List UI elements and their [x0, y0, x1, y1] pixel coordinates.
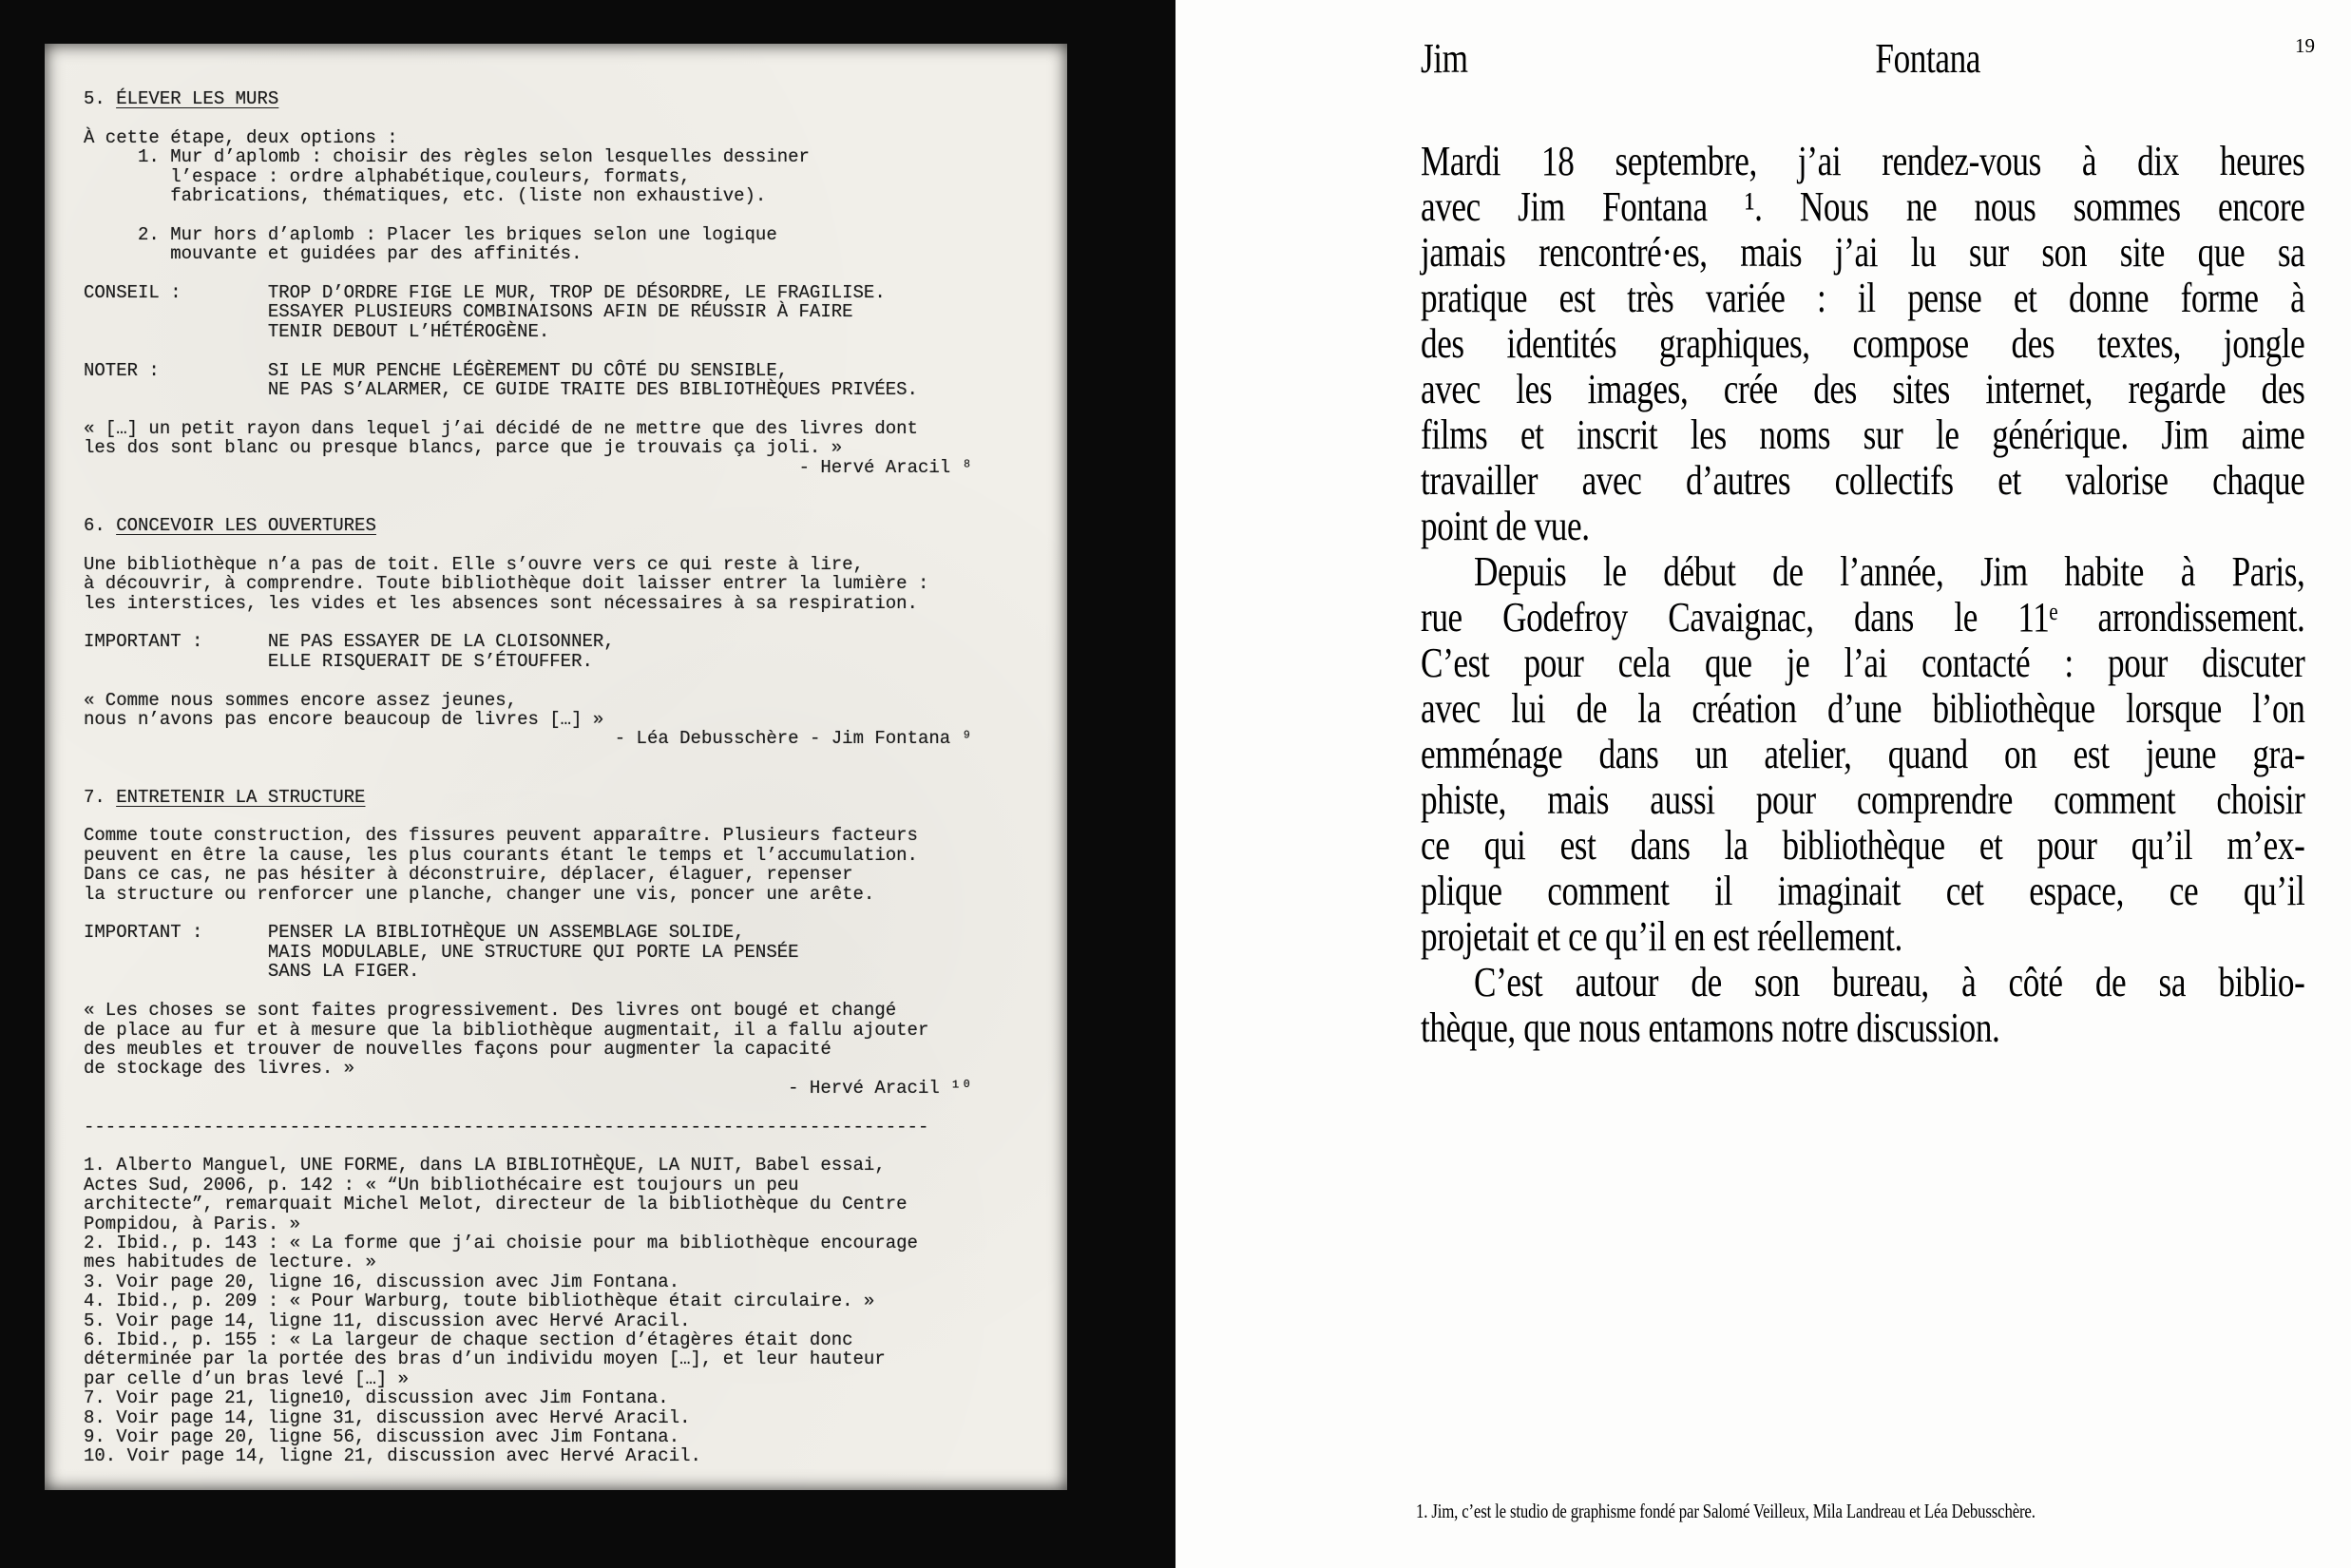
typed-line: ------------------------------------------------------------------------------ — [84, 1116, 929, 1138]
running-header — [1421, 34, 2304, 91]
body-line: jamais rencontré·es, mais j’ai lu sur son site que sa — [1421, 229, 2305, 276]
typed-line: ESSAYER PLUSIEURS COMBINAISONS AFIN DE RÉUSSIR À FAIRE — [84, 301, 853, 323]
typed-line — [84, 535, 1041, 554]
typed-line: Une bibliothèque n’a pas de toit. Elle s’ouvre vers ce qui reste à lire, — [84, 553, 864, 575]
typed-line — [84, 1098, 1041, 1117]
running-header-first-name: Jim — [1421, 35, 1468, 82]
typed-line — [84, 1137, 1041, 1156]
typed-line: « […] un petit rayon dans lequel j’ai décidé de ne mettre que des livres dont — [84, 417, 918, 439]
body-line: pratique est très variée : il pense et donne forme à — [1421, 275, 2305, 321]
typed-line: Comme toute construction, des fissures peuvent apparaître. Plusieurs facteurs — [84, 825, 918, 847]
body-line: C’est pour cela que je l’ai contacté : pour discuter — [1421, 640, 2305, 686]
typed-line: 7. Voir page 21, ligne10, discussion avec Jim Fontana. — [84, 1387, 669, 1409]
typed-line: des meubles et trouver de nouvelles façons pour augmenter la capacité — [84, 1038, 831, 1060]
body-line: C’est autour de son bureau, à côté de sa biblio- — [1474, 959, 2305, 1005]
typed-line: 4. Ibid., p. 209 : « Pour Warburg, toute bibliothèque était circulaire. » — [84, 1291, 875, 1312]
typed-line: déterminée par la portée des bras d’un individu moyen […], et leur hauteur — [84, 1348, 886, 1370]
section-title: ENTRETENIR LA STRUCTURE — [116, 786, 366, 808]
body-line: projetait et ce qu’il en est réellement. — [1421, 913, 1902, 960]
typed-line: à découvrir, à comprendre. Toute bibliothèque doit laisser entrer la lumière : — [84, 573, 929, 595]
typed-line: 2. Mur hors d’aplomb : Placer les briques selon une logique — [84, 223, 777, 245]
typed-line: 3. Voir page 20, ligne 16, discussion avec Jim Fontana. — [84, 1271, 680, 1292]
body-line: phiste, mais aussi pour comprendre comment choisir — [1421, 776, 2305, 823]
section-number: 7. — [84, 786, 117, 808]
body-line: thèque, que nous entamons notre discussion. — [1421, 1004, 2000, 1051]
body-text — [1421, 139, 2304, 1051]
typed-line: 10. Voir page 14, ligne 21, discussion avec Hervé Aracil. — [84, 1445, 701, 1467]
typed-line: les dos sont blanc ou presque blancs, parce que je trouvais ça joli. » — [84, 437, 843, 459]
typed-line: IMPORTANT : NE PAS ESSAYER DE LA CLOISONNER, — [84, 631, 615, 653]
typed-line: 1. Mur d’aplomb : choisir des règles selon lesquelles dessiner — [84, 146, 810, 168]
typed-line: MAIS MODULABLE, UNE STRUCTURE QUI PORTE LA PENSÉE — [84, 941, 799, 963]
typed-line — [84, 613, 1041, 632]
typed-line: À cette étape, deux options : — [84, 126, 398, 148]
quote-attribution: - Hervé Aracil ¹⁰ — [788, 1077, 972, 1099]
typed-line: NOTER : SI LE MUR PENCHE LÉGÈREMENT DU CÔTÉ DU SENSIBLE, — [84, 359, 789, 381]
typed-line — [84, 108, 1041, 127]
typed-line — [84, 807, 1041, 826]
typed-line: NE PAS S’ALARMER, CE GUIDE TRAITE DES BIBLIOTHÈQUES PRIVÉES. — [84, 379, 918, 401]
typed-line: mouvante et guidées par des affinités. — [84, 243, 583, 265]
typed-line: peuvent en être la cause, les plus courants étant le temps et l’accumulation. — [84, 844, 918, 866]
typed-line — [84, 749, 1041, 768]
typed-line — [84, 400, 1041, 419]
typed-line: 5. Voir page 14, ligne 11, discussion avec Hervé Aracil. — [84, 1310, 691, 1331]
body-line: rue Godefroy Cavaignac, dans le 11ᵉ arrondissement. — [1421, 594, 2305, 641]
section-heading — [84, 89, 1041, 108]
typed-line: de stockage des livres. » — [84, 1058, 355, 1080]
body-line: des identités graphiques, compose des textes, jongle — [1421, 320, 2305, 367]
typed-line — [84, 904, 1041, 923]
body-line: plique comment il imaginait cet espace, ce qu’il — [1421, 868, 2305, 914]
typed-line: SANS LA FIGER. — [84, 961, 420, 983]
section-heading — [84, 516, 1041, 535]
typed-line: Dans ce cas, ne pas hésiter à déconstruire, déplacer, élaguer, repenser — [84, 864, 853, 886]
typed-line: 1. Alberto Manguel, UNE FORME, dans LA BIBLIOTHÈQUE, LA NUIT, Babel essai, — [84, 1155, 886, 1176]
typed-line: par celle d’un bras levé […] » — [84, 1367, 410, 1389]
typed-line: IMPORTANT : PENSER LA BIBLIOTHÈQUE UN ASSEMBLAGE SOLIDE, — [84, 922, 745, 944]
body-line: travailler avec d’autres collectifs et valorise chaque — [1421, 457, 2305, 504]
footnote: 1. Jim, c’est le studio de graphisme fondé par Salomé Veilleux, Mila Landreau et Léa Debusschère. — [1416, 1500, 2036, 1522]
body-line: emménage dans un atelier, quand on est jeune gra- — [1421, 731, 2305, 777]
typed-line: mes habitudes de lecture. » — [84, 1252, 376, 1273]
typed-line — [84, 341, 1041, 360]
typed-line: fabrications, thématiques, etc. (liste non exhaustive). — [84, 185, 767, 207]
section-title: CONCEVOIR LES OUVERTURES — [116, 514, 376, 536]
section-number: 5. — [84, 88, 117, 109]
typed-line: « Comme nous sommes encore assez jeunes, — [84, 689, 518, 711]
typed-line — [84, 982, 1041, 1001]
body-line: avec Jim Fontana ¹. Nous ne nous sommes encore — [1421, 183, 2305, 230]
body-line: point de vue. — [1421, 503, 1590, 549]
quote-attribution: - Léa Debusschère - Jim Fontana ⁹ — [614, 728, 972, 750]
body-line: avec lui de la création d’une bibliothèque lorsque l’on — [1421, 685, 2305, 732]
section-number: 6. — [84, 514, 117, 536]
typed-line: architecte”, remarquait Michel Melot, directeur de la bibliothèque du Centre — [84, 1194, 908, 1215]
typed-line: nous n’avons pas encore beaucoup de livres […] » — [84, 709, 604, 730]
typed-line — [84, 205, 1041, 224]
typed-line — [84, 264, 1041, 283]
typed-line: TENIR DEBOUT L’HÉTÉROGÈNE. — [84, 320, 550, 342]
typed-line: de place au fur et à mesure que la bibliothèque augmentait, il a fallu ajouter — [84, 1019, 929, 1041]
section-title: ÉLEVER LES MURS — [116, 88, 279, 109]
running-header-last-name: Fontana — [1875, 35, 1981, 82]
body-line: Depuis le début de l’année, Jim habite à Paris, — [1474, 548, 2305, 595]
page-number: 19 — [2295, 34, 2315, 57]
typed-line: 2. Ibid., p. 143 : « La forme que j’ai choisie pour ma bibliothèque encourage — [84, 1232, 918, 1253]
typed-line: les interstices, les vides et les absences sont nécessaires à sa respiration. — [84, 592, 918, 614]
typed-line: ELLE RISQUERAIT DE S’ÉTOUFFER. — [84, 650, 593, 672]
body-line: avec les images, crée des sites internet, regarde des — [1421, 366, 2305, 412]
typed-line — [84, 768, 1041, 787]
typed-line: la structure ou renforcer une planche, changer une vis, poncer une arête. — [84, 883, 875, 905]
typed-line — [84, 497, 1041, 516]
typed-line — [84, 477, 1041, 496]
typed-line: Actes Sud, 2006, p. 142 : « “Un bibliothécaire est toujours un peu — [84, 1174, 799, 1195]
typewritten-page — [45, 44, 1067, 1490]
section-heading — [84, 788, 1041, 807]
quote-attribution: - Hervé Aracil ⁸ — [798, 456, 972, 478]
body-line: Mardi 18 septembre, j’ai rendez-vous à dix heures — [1421, 138, 2305, 184]
typed-line: l’espace : ordre alphabétique,couleurs, formats, — [84, 165, 691, 187]
body-line: ce qui est dans la bibliothèque et pour qu’il m’ex- — [1421, 822, 2305, 869]
typed-line: « Les choses se sont faites progressivement. Des livres ont bougé et changé — [84, 1000, 897, 1022]
typed-line: CONSEIL : TROP D’ORDRE FIGE LE MUR, TROP DE DÉSORDRE, LE FRAGILISE. — [84, 282, 886, 304]
typed-line: 9. Voir page 20, ligne 56, discussion avec Jim Fontana. — [84, 1426, 680, 1448]
typed-line: 8. Voir page 14, ligne 31, discussion avec Hervé Aracil. — [84, 1406, 691, 1428]
typed-line: 6. Ibid., p. 155 : « La largeur de chaque section d’étagères était donc — [84, 1329, 853, 1350]
typed-line: Pompidou, à Paris. » — [84, 1213, 301, 1234]
typed-line — [84, 671, 1041, 690]
body-line: films et inscrit les noms sur le générique. Jim aime — [1421, 411, 2305, 458]
right-page — [1176, 0, 2351, 1568]
